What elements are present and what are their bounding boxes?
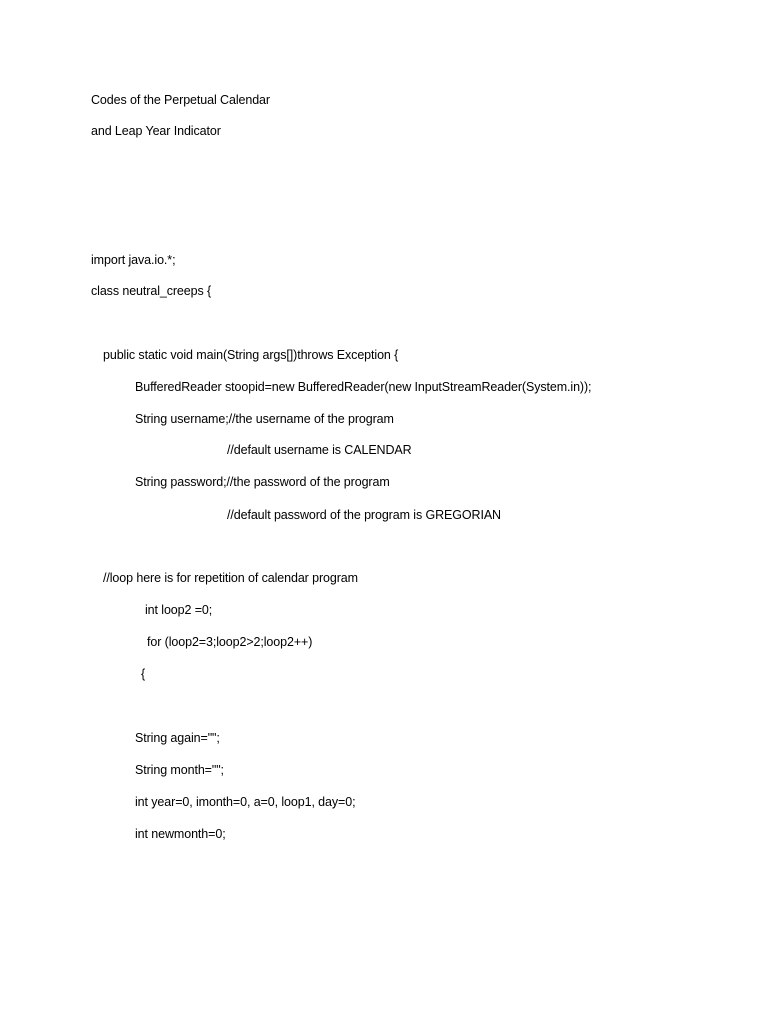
code-line-open-brace: { — [141, 667, 146, 681]
code-line-string-month: String month=""; — [135, 763, 224, 777]
code-line-string-again: String again=""; — [135, 731, 220, 745]
code-line-buffered-reader: BufferedReader stoopid=new BufferedReader(new InputStreamReader(System.in)); — [135, 380, 592, 394]
code-line-main-method: public static void main(String args[])throws Exception { — [103, 348, 399, 362]
code-line-loop-comment: //loop here is for repetition of calendar program — [103, 571, 358, 585]
code-line-import: import java.io.*; — [91, 253, 176, 267]
code-line-class-declaration: class neutral_creeps { — [91, 284, 212, 298]
code-line-int-loop2: int loop2 =0; — [145, 603, 213, 617]
code-line-int-newmonth: int newmonth=0; — [135, 827, 226, 841]
code-line-password: String password;//the password of the program — [135, 475, 390, 489]
code-line-int-year: int year=0, imonth=0, a=0, loop1, day=0; — [135, 795, 356, 809]
document-title-line-1: Codes of the Perpetual Calendar — [91, 93, 270, 107]
code-line-username-comment: //default username is CALENDAR — [227, 443, 412, 457]
document-title-line-2: and Leap Year Indicator — [91, 124, 221, 138]
code-line-username: String username;//the username of the program — [135, 412, 394, 426]
code-line-for-loop: for (loop2=3;loop2>2;loop2++) — [147, 635, 313, 649]
code-line-password-comment: //default password of the program is GREGORIAN — [227, 508, 501, 522]
